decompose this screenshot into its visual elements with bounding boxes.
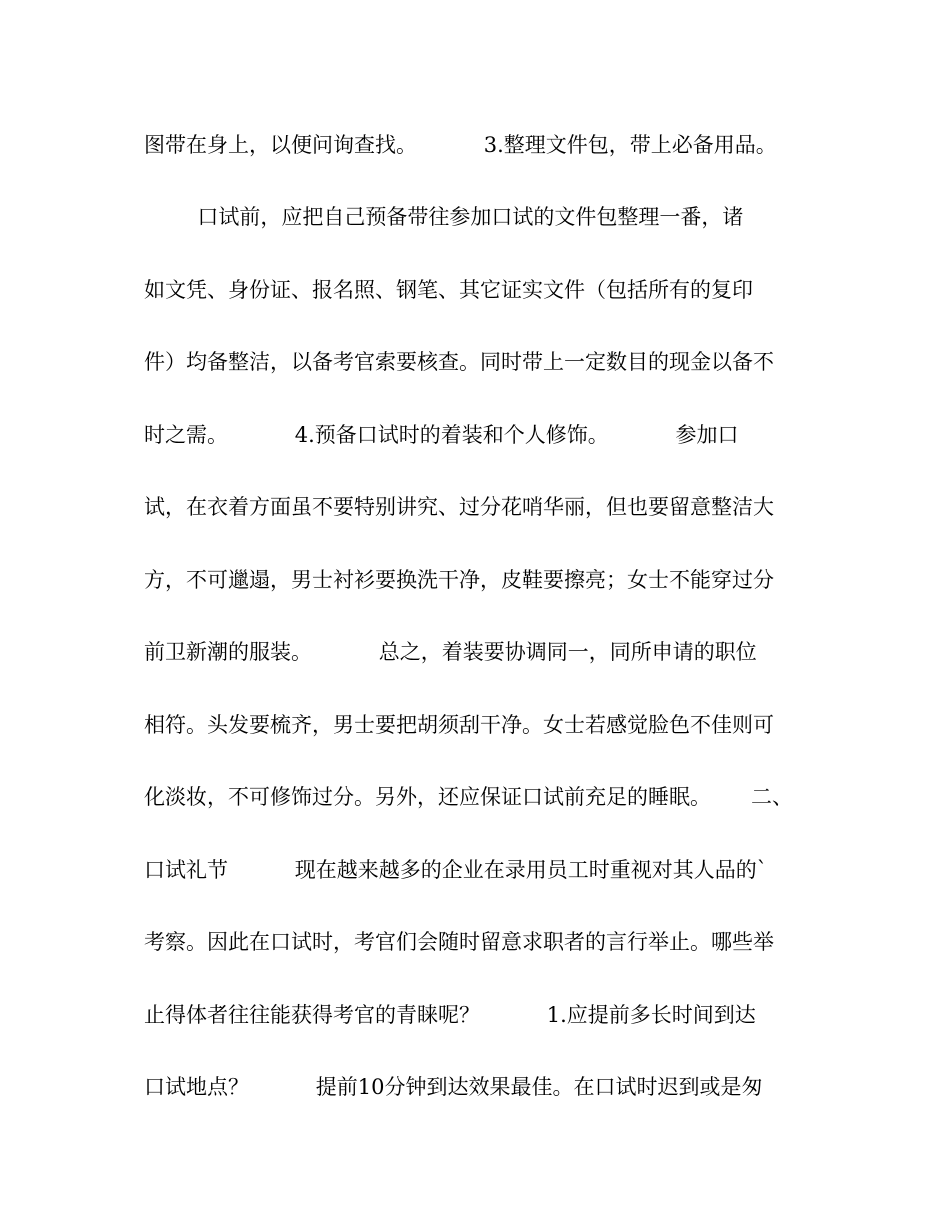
text-line: 试，在衣着方面虽不要特别讲究、过分花哨华丽，但也要留意整洁大 <box>144 495 774 519</box>
text-line: 考察。因此在口试时，考官们会随时留意求职者的言行举止。哪些举 <box>144 930 774 954</box>
text-line: 口试地点？ 提前10分钟到达效果最佳。在口试时迟到或是匆 <box>144 1075 763 1099</box>
text-line: 口试前，应把自己预备带往参加口试的文件包整理一番，诸 <box>144 205 744 229</box>
text-line: 件）均备整洁，以备考官索要核查。同时带上一定数目的现金以备不 <box>144 350 774 374</box>
text-line: 相符。头发要梳齐，男士要把胡须刮干净。女士若感觉脸色不佳则可 <box>144 713 774 737</box>
text-line: 化淡妆，不可修饰过分。另外，还应保证口试前充足的睡眠。 二、 <box>144 785 794 809</box>
text-line: 前卫新潮的服装。 总之，着装要协调同一，同所申请的职位 <box>144 640 757 664</box>
text-line: 如文凭、身份证、报名照、钢笔、其它证实文件（包括所有的复印 <box>144 278 753 302</box>
text-line: 止得体者往往能获得考官的青睐呢？ 1.应提前多长时间到达 <box>144 1003 756 1027</box>
text-line: 图带在身上，以便问询查找。 3.整理文件包，带上必备用品。 <box>144 133 777 157</box>
text-line: 时之需。 4.预备口试时的着装和个人修饰。 参加口 <box>144 423 739 447</box>
text-line: 方，不可邋遢，男士衬衫要换洗干净，皮鞋要擦亮；女士不能穿过分 <box>144 568 774 592</box>
text-line: 口试礼节 现在越来越多的企业在录用员工时重视对其人品的` <box>144 858 768 882</box>
